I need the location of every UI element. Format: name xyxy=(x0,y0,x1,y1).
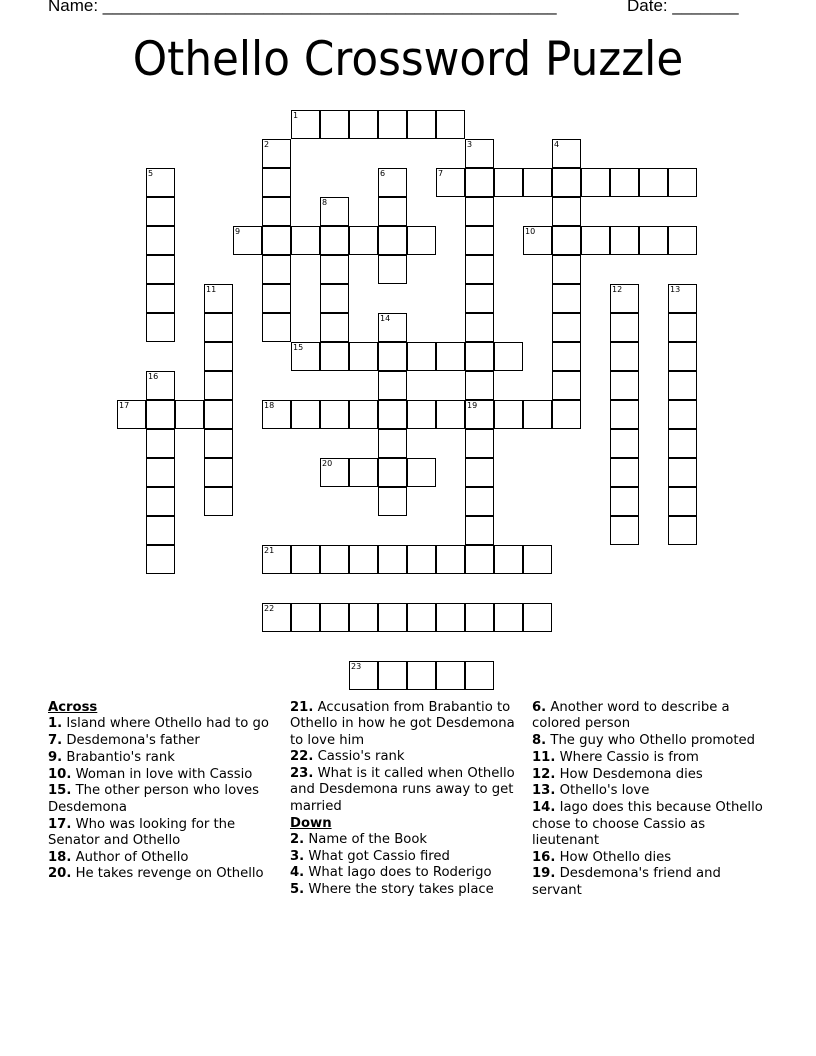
clue-number-label: 6 xyxy=(380,169,386,178)
clue-text: Island where Othello had to go xyxy=(66,716,269,732)
grid-cell[interactable] xyxy=(552,168,581,197)
clue-number-label: 17 xyxy=(119,401,130,410)
grid-cell[interactable] xyxy=(523,603,552,632)
grid-cell[interactable] xyxy=(146,516,175,545)
clue-number: 22. xyxy=(290,749,314,765)
grid-cell[interactable] xyxy=(204,487,233,516)
clue-number-label: 14 xyxy=(380,314,391,323)
clue-across-7 xyxy=(48,733,283,749)
grid-cell[interactable] xyxy=(407,400,436,429)
clue-text: Iago does this because Othello chose to choose Cassio as lieutenant xyxy=(532,800,763,848)
grid-cell[interactable] xyxy=(320,458,349,487)
grid-cell[interactable] xyxy=(610,400,639,429)
clue-number: 12. xyxy=(532,766,556,782)
clues-column-2 xyxy=(290,700,525,899)
grid-cell[interactable] xyxy=(668,168,697,197)
name-field-label[interactable]: Name: ________________________________________________ xyxy=(48,0,557,15)
grid-cell[interactable] xyxy=(204,342,233,371)
grid-cell[interactable] xyxy=(146,197,175,226)
clue-text: Desdemona's friend and servant xyxy=(532,866,721,898)
clue-number-label: 2 xyxy=(264,140,270,149)
clue-number-label: 15 xyxy=(293,343,304,352)
clue-number: 2. xyxy=(290,831,305,847)
grid-cell[interactable] xyxy=(378,168,407,197)
clue-text: How Othello dies xyxy=(559,849,672,865)
clues-column-3 xyxy=(532,700,772,900)
grid-cell[interactable] xyxy=(378,429,407,458)
grid-cell[interactable] xyxy=(436,661,465,690)
clue-across-21 xyxy=(290,700,525,749)
grid-cell[interactable] xyxy=(262,255,291,284)
grid-cell[interactable] xyxy=(668,516,697,545)
grid-cell[interactable] xyxy=(320,313,349,342)
clue-number-label: 7 xyxy=(438,169,444,178)
date-field-label[interactable]: Date: _______ xyxy=(627,0,739,15)
clue-text: What got Cassio fired xyxy=(308,848,450,864)
clue-across-1 xyxy=(48,716,283,732)
grid-cell[interactable] xyxy=(262,603,291,632)
clue-number: 15. xyxy=(48,783,72,799)
grid-cell[interactable] xyxy=(146,226,175,255)
grid-cell[interactable] xyxy=(146,487,175,516)
clue-number-label: 8 xyxy=(322,198,328,207)
clue-text: What Iago does to Roderigo xyxy=(308,865,492,881)
clue-number-label: 9 xyxy=(235,227,241,236)
clue-number: 8. xyxy=(532,733,547,749)
clue-number: 18. xyxy=(48,849,72,865)
grid-cell[interactable] xyxy=(668,284,697,313)
clue-number: 14. xyxy=(532,800,556,816)
grid-cell[interactable] xyxy=(291,545,320,574)
grid-cell[interactable] xyxy=(639,168,668,197)
grid-cell[interactable] xyxy=(465,429,494,458)
clue-number: 16. xyxy=(532,849,556,865)
grid-cell[interactable] xyxy=(610,429,639,458)
grid-cell[interactable] xyxy=(204,458,233,487)
grid-cell[interactable] xyxy=(610,226,639,255)
clue-across-10 xyxy=(48,767,283,783)
clue-across-18 xyxy=(48,850,283,866)
grid-cell[interactable] xyxy=(465,603,494,632)
grid-cell[interactable] xyxy=(668,226,697,255)
clue-number: 1. xyxy=(48,716,63,732)
grid-cell[interactable] xyxy=(581,168,610,197)
clue-text: Othello's love xyxy=(559,783,650,799)
grid-cell[interactable] xyxy=(320,545,349,574)
grid-cell[interactable] xyxy=(320,110,349,139)
grid-cell[interactable] xyxy=(436,603,465,632)
clue-down-4 xyxy=(290,865,525,881)
grid-cell[interactable] xyxy=(552,400,581,429)
clue-text: Desdemona's father xyxy=(66,733,200,749)
grid-cell[interactable] xyxy=(465,661,494,690)
clue-text: Where the story takes place xyxy=(308,882,494,898)
grid-cell[interactable] xyxy=(349,226,378,255)
grid-cell[interactable] xyxy=(436,168,465,197)
grid-cell[interactable] xyxy=(668,400,697,429)
grid-cell[interactable] xyxy=(233,226,262,255)
grid-cell[interactable] xyxy=(291,342,320,371)
clue-text: He takes revenge on Othello xyxy=(75,866,264,882)
clue-number-label: 12 xyxy=(612,285,623,294)
clue-number: 23. xyxy=(290,766,314,782)
grid-cell[interactable] xyxy=(668,342,697,371)
grid-cell[interactable] xyxy=(262,168,291,197)
grid-cell[interactable] xyxy=(465,458,494,487)
grid-cell[interactable] xyxy=(204,313,233,342)
grid-cell[interactable] xyxy=(465,226,494,255)
grid-cell[interactable] xyxy=(668,429,697,458)
grid-cell[interactable] xyxy=(378,545,407,574)
grid-cell[interactable] xyxy=(552,342,581,371)
clues-column-1 xyxy=(48,700,283,883)
grid-cell[interactable] xyxy=(146,458,175,487)
grid-cell[interactable] xyxy=(610,458,639,487)
grid-cell[interactable] xyxy=(494,342,523,371)
clue-text: How Desdemona dies xyxy=(559,766,703,782)
grid-cell[interactable] xyxy=(378,197,407,226)
grid-cell[interactable] xyxy=(349,400,378,429)
grid-cell[interactable] xyxy=(291,226,320,255)
clue-number: 13. xyxy=(532,783,556,799)
clue-text: Author of Othello xyxy=(75,849,189,865)
grid-cell[interactable] xyxy=(552,313,581,342)
grid-cell[interactable] xyxy=(494,168,523,197)
grid-cell[interactable] xyxy=(494,545,523,574)
grid-cell[interactable] xyxy=(378,313,407,342)
grid-cell[interactable] xyxy=(552,226,581,255)
clue-down-6 xyxy=(532,700,772,733)
grid-cell[interactable] xyxy=(378,400,407,429)
clue-across-17 xyxy=(48,817,283,850)
grid-cell[interactable] xyxy=(610,487,639,516)
grid-cell[interactable] xyxy=(378,661,407,690)
grid-cell[interactable] xyxy=(146,400,175,429)
grid-cell[interactable] xyxy=(204,429,233,458)
grid-cell[interactable] xyxy=(465,516,494,545)
grid-cell[interactable] xyxy=(146,429,175,458)
page-title: Othello Crossword Puzzle xyxy=(132,32,684,87)
grid-cell[interactable] xyxy=(465,168,494,197)
grid-cell[interactable] xyxy=(320,603,349,632)
grid-cell[interactable] xyxy=(407,661,436,690)
grid-cell[interactable] xyxy=(320,226,349,255)
clue-number: 21. xyxy=(290,700,314,715)
grid-cell[interactable] xyxy=(552,371,581,400)
clue-down-5 xyxy=(290,882,525,898)
clue-number: 19. xyxy=(532,866,556,882)
grid-cell[interactable] xyxy=(523,400,552,429)
clue-text: The guy who Othello promoted xyxy=(550,733,755,749)
grid-cell[interactable] xyxy=(407,110,436,139)
grid-cell[interactable] xyxy=(349,661,378,690)
clue-number-label: 16 xyxy=(148,372,159,381)
grid-cell[interactable] xyxy=(146,545,175,574)
clue-number-label: 19 xyxy=(467,401,478,410)
grid-cell[interactable] xyxy=(407,458,436,487)
clue-number-label: 1 xyxy=(293,111,299,120)
clue-number-label: 21 xyxy=(264,546,275,555)
grid-cell[interactable] xyxy=(465,545,494,574)
clue-text: Who was looking for the Senator and Othello xyxy=(48,816,236,848)
clue-number-label: 22 xyxy=(264,604,275,613)
clue-across-15 xyxy=(48,783,283,816)
clue-text: Where Cassio is from xyxy=(559,749,699,765)
clue-number: 6. xyxy=(532,700,547,715)
grid-cell[interactable] xyxy=(465,342,494,371)
grid-cell[interactable] xyxy=(378,487,407,516)
grid-cell[interactable] xyxy=(494,400,523,429)
clue-down-11 xyxy=(532,750,772,766)
grid-cell[interactable] xyxy=(320,342,349,371)
grid-cell[interactable] xyxy=(204,371,233,400)
grid-cell[interactable] xyxy=(523,226,552,255)
clue-down-19 xyxy=(532,866,772,899)
clue-down-3 xyxy=(290,849,525,865)
grid-cell[interactable] xyxy=(465,139,494,168)
grid-cell[interactable] xyxy=(262,197,291,226)
grid-cell[interactable] xyxy=(146,284,175,313)
grid-cell[interactable] xyxy=(668,313,697,342)
clue-text: The other person who loves Desdemona xyxy=(48,783,259,815)
clue-number: 11. xyxy=(532,749,556,765)
grid-cell[interactable] xyxy=(378,342,407,371)
clue-number: 7. xyxy=(48,733,63,749)
clue-text: Another word to describe a colored person xyxy=(532,700,730,732)
grid-cell[interactable] xyxy=(320,400,349,429)
clue-number-label: 3 xyxy=(467,140,473,149)
grid-cell[interactable] xyxy=(378,110,407,139)
grid-cell[interactable] xyxy=(610,168,639,197)
clue-down-16 xyxy=(532,850,772,866)
grid-cell[interactable] xyxy=(349,545,378,574)
clue-number: 4. xyxy=(290,865,305,881)
clue-across-9 xyxy=(48,750,283,766)
grid-cell[interactable] xyxy=(349,110,378,139)
grid-cell[interactable] xyxy=(552,255,581,284)
clue-number-label: 20 xyxy=(322,459,333,468)
clue-number: 20. xyxy=(48,866,72,882)
grid-cell[interactable] xyxy=(523,168,552,197)
clue-number: 5. xyxy=(290,882,305,898)
grid-cell[interactable] xyxy=(465,284,494,313)
clue-across-22 xyxy=(290,749,525,765)
grid-cell[interactable] xyxy=(436,400,465,429)
grid-cell[interactable] xyxy=(262,400,291,429)
grid-cell[interactable] xyxy=(349,603,378,632)
grid-cell[interactable] xyxy=(552,284,581,313)
clue-number: 3. xyxy=(290,848,305,864)
grid-cell[interactable] xyxy=(262,313,291,342)
grid-cell[interactable] xyxy=(378,458,407,487)
grid-cell[interactable] xyxy=(175,400,204,429)
clue-down-13 xyxy=(532,783,772,799)
clue-text: Name of the Book xyxy=(308,831,428,847)
clue-number-label: 5 xyxy=(148,169,154,178)
grid-cell[interactable] xyxy=(378,603,407,632)
grid-cell[interactable] xyxy=(610,313,639,342)
clue-down-2 xyxy=(290,832,525,848)
grid-cell[interactable] xyxy=(378,371,407,400)
clue-number-label: 11 xyxy=(206,285,217,294)
grid-cell[interactable] xyxy=(494,603,523,632)
grid-cell[interactable] xyxy=(146,313,175,342)
clue-number-label: 10 xyxy=(525,227,536,236)
grid-cell[interactable] xyxy=(320,284,349,313)
grid-cell[interactable] xyxy=(291,110,320,139)
grid-cell[interactable] xyxy=(349,458,378,487)
grid-cell[interactable] xyxy=(146,168,175,197)
grid-cell[interactable] xyxy=(407,545,436,574)
clue-number-label: 18 xyxy=(264,401,275,410)
grid-cell[interactable] xyxy=(349,342,378,371)
grid-cell[interactable] xyxy=(291,400,320,429)
grid-cell[interactable] xyxy=(465,313,494,342)
grid-cell[interactable] xyxy=(581,226,610,255)
grid-cell[interactable] xyxy=(465,371,494,400)
grid-cell[interactable] xyxy=(378,226,407,255)
clue-number: 10. xyxy=(48,766,72,782)
grid-cell[interactable] xyxy=(436,342,465,371)
grid-cell[interactable] xyxy=(465,255,494,284)
grid-cell[interactable] xyxy=(668,487,697,516)
clue-across-20 xyxy=(48,866,283,882)
grid-cell[interactable] xyxy=(407,226,436,255)
clue-number: 17. xyxy=(48,816,72,832)
grid-cell[interactable] xyxy=(523,545,552,574)
grid-cell[interactable] xyxy=(465,197,494,226)
clue-text: Brabantio's rank xyxy=(66,749,175,765)
clue-down-12 xyxy=(532,767,772,783)
grid-cell[interactable] xyxy=(320,197,349,226)
grid-cell[interactable] xyxy=(668,458,697,487)
grid-cell[interactable] xyxy=(610,284,639,313)
clue-text: What is it called when Othello and Desdemona runs away to get married xyxy=(290,766,515,814)
clue-number: 9. xyxy=(48,749,63,765)
grid-cell[interactable] xyxy=(407,342,436,371)
grid-cell[interactable] xyxy=(668,371,697,400)
grid-cell[interactable] xyxy=(436,110,465,139)
grid-cell[interactable] xyxy=(146,371,175,400)
grid-cell[interactable] xyxy=(407,603,436,632)
clue-number-label: 13 xyxy=(670,285,681,294)
grid-cell[interactable] xyxy=(204,400,233,429)
grid-cell[interactable] xyxy=(639,226,668,255)
grid-cell[interactable] xyxy=(465,400,494,429)
grid-cell[interactable] xyxy=(610,516,639,545)
grid-cell[interactable] xyxy=(552,197,581,226)
grid-cell[interactable] xyxy=(291,603,320,632)
grid-cell[interactable] xyxy=(204,284,233,313)
grid-cell[interactable] xyxy=(146,255,175,284)
grid-cell[interactable] xyxy=(262,284,291,313)
grid-cell[interactable] xyxy=(436,545,465,574)
clue-text: Accusation from Brabantio to Othello in how he got Desdemona to love him xyxy=(290,700,515,748)
clue-number-label: 23 xyxy=(351,662,362,671)
clue-text: Cassio's rank xyxy=(317,749,405,765)
grid-cell[interactable] xyxy=(320,255,349,284)
grid-cell[interactable] xyxy=(552,139,581,168)
grid-cell[interactable] xyxy=(465,487,494,516)
across-heading: Across xyxy=(48,700,98,715)
clue-across-23 xyxy=(290,766,525,815)
grid-cell[interactable] xyxy=(610,371,639,400)
grid-cell[interactable] xyxy=(262,545,291,574)
grid-cell[interactable] xyxy=(262,139,291,168)
grid-cell[interactable] xyxy=(378,255,407,284)
grid-cell[interactable] xyxy=(610,342,639,371)
clue-text: Woman in love with Cassio xyxy=(75,766,253,782)
grid-cell[interactable] xyxy=(262,226,291,255)
clue-down-14 xyxy=(532,800,772,849)
clue-down-8 xyxy=(532,733,772,749)
clue-number-label: 4 xyxy=(554,140,560,149)
down-heading: Down xyxy=(290,815,332,831)
grid-cell[interactable] xyxy=(117,400,146,429)
